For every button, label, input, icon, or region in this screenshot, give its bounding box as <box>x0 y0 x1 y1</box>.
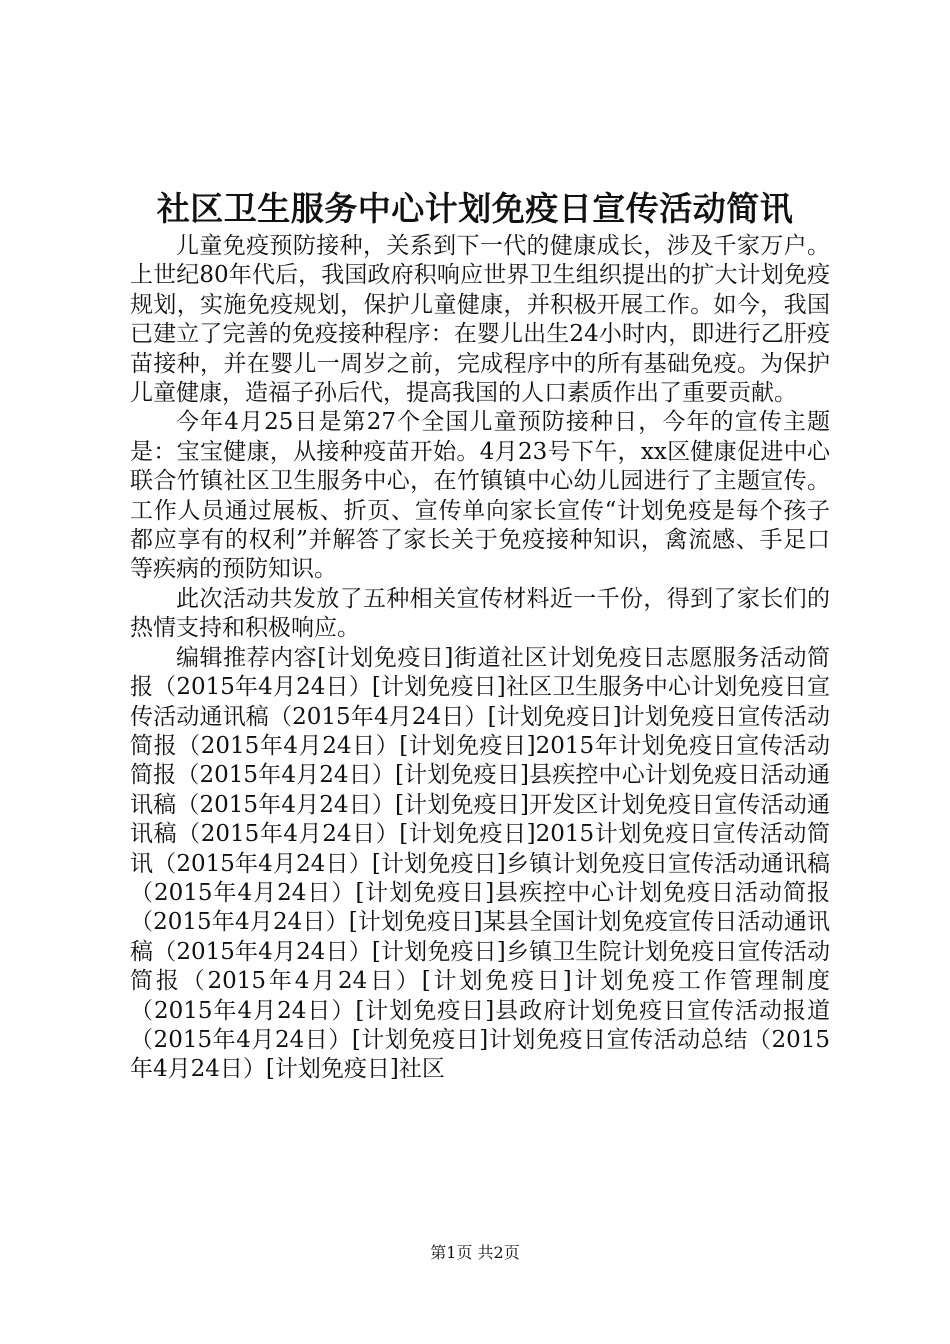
paragraph-immunization-background: 儿童免疫预防接种，关系到下一代的健康成长，涉及千家万户。上世纪80年代后，我国政府积响应世界卫生组织提出的扩大计划免疫规划，实施免疫规划，保护儿童健康，并积极开展工作。如今，我国已建立了完善的免疫接种程序：在婴儿出生24小时内，即进行乙肝疫苗接种，并在婴儿一周岁之前，完成程序中的所有基础免疫。为保护儿童健康，造福子孙后代，提高我国的人口素质作出了重要贡献。 <box>130 233 830 407</box>
document-body <box>130 232 830 1085</box>
document-title: 社区卫生服务中心计划免疫日宣传活动简讯 <box>156 189 794 228</box>
paragraph-recommended-content: 编辑推荐内容[计划免疫日]街道社区计划免疫日志愿服务活动简报（2015年4月24日）[计划免疫日]社区卫生服务中心计划免疫日宣传活动通讯稿（2015年4月24日）[计划免疫日]计划免疫日宣传活动简报（2015年4月24日）[计划免疫日]2015年计划免疫日宣传活动简报（2015年4月24日）[计划免疫日]县疾控中心计划免疫日活动通讯稿（2015年4月24日）[计划免疫日]开发区计划免疫日宣传活动通讯稿（2015年4月24日）[计划免疫日]2015计划免疫日宣传活动简讯（2015年4月24日）[计划免疫日]乡镇计划免疫日宣传活动通讯稿（2015年4月24日）[计划免疫日]县疾控中心计划免疫日活动简报（2015年4月24日）[计划免疫日]某县全国计划免疫宣传日活动通讯稿（2015年4月24日）[计划免疫日]乡镇卫生院计划免疫日宣传活动简报（2015年4月24日）[计划免疫日]计划免疫工作管理制度（2015年4月24日）[计划免疫日]县政府计划免疫日宣传活动报道（2015年4月24日）[计划免疫日]计划免疫日宣传活动总结（2015年4月24日）[计划免疫日]社区 <box>130 644 830 1083</box>
page-number-footer: 第1页 共2页 <box>430 1243 520 1262</box>
paragraph-materials-distributed: 此次活动共发放了五种相关宣传材料近一千份，得到了家长们的热情支持和积极响应。 <box>130 585 830 642</box>
paragraph-vaccination-day-event: 今年4月25日是第27个全国儿童预防接种日，今年的宣传主题是：宝宝健康，从接种疫苗开始。4月23号下午，xx区健康促进中心联合竹镇社区卫生服务中心，在竹镇镇中心幼儿园进行了主题宣传。工作人员通过展板、折页、宣传单向家长宣传“计划免疫是每个孩子都应享有的权利”并解答了家长关于免疫接种知识，禽流感、手足口等疾病的预防知识。 <box>130 409 830 583</box>
